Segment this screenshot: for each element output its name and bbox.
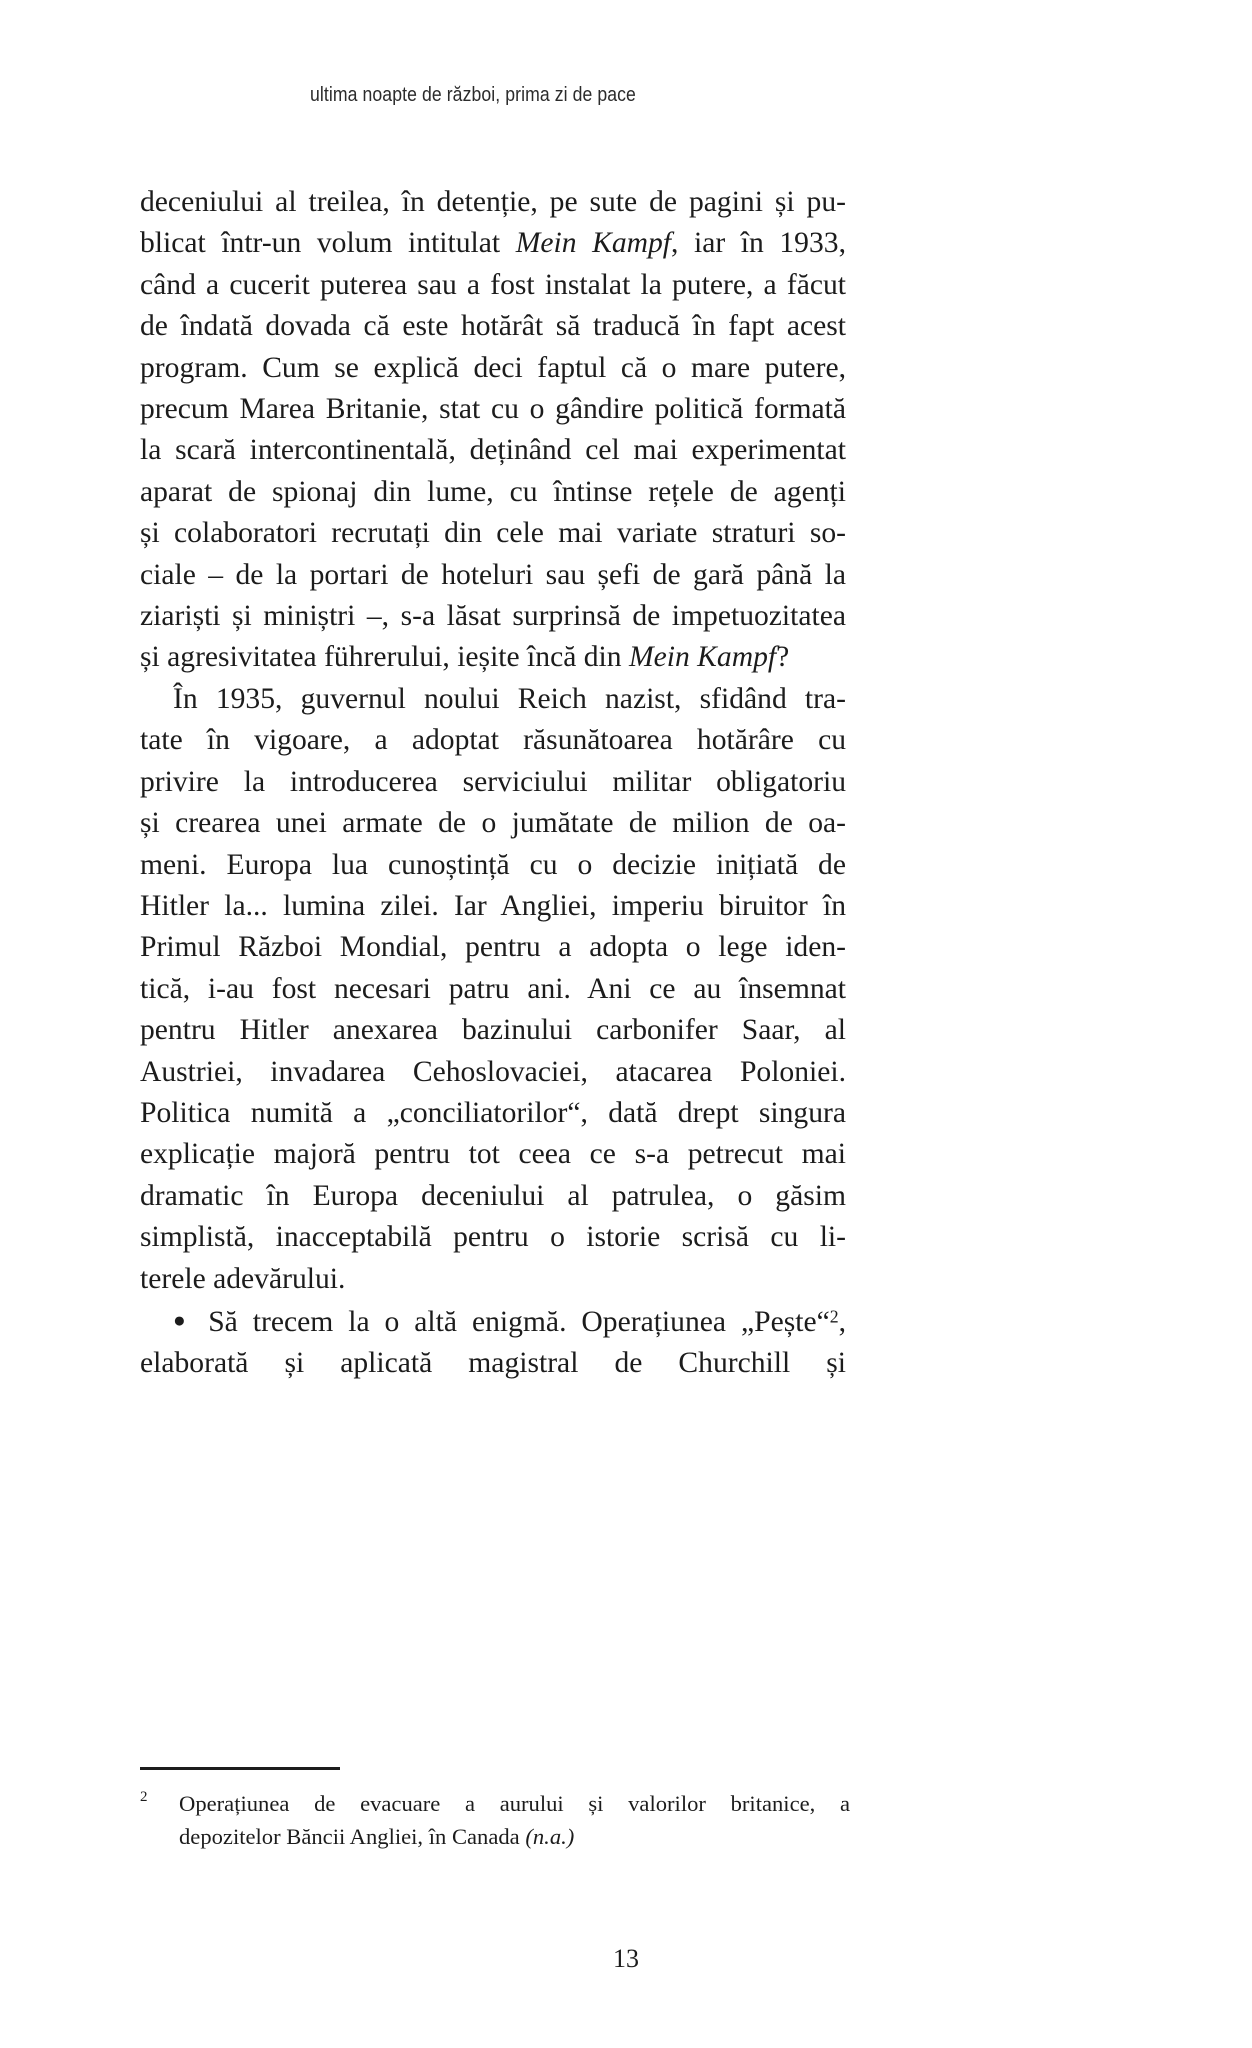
line-text: Operațiunea de evacuare a aurului și valorilor britanice, a [179,1791,850,1816]
line-text: meni. Europa lua cunoștință cu o decizie inițiată de [140,848,846,881]
line-text: și colaboratori recrutați din cele mai variate straturi so- [140,517,846,550]
text-line [140,555,846,596]
text-line [140,1343,846,1384]
line-text: și crearea unei armate de o jumătate de milion de oa- [140,807,846,840]
running-head: ultima noapte de război, prima zi de pace [310,83,636,106]
text-line [140,1217,846,1258]
line-text: simplistă, inacceptabilă pentru o istorie scrisă cu li- [140,1221,846,1254]
line-text: depozitelor Băncii Angliei, în Canada [179,1824,526,1849]
footnote-reference[interactable]: 2 [829,1306,839,1327]
line-text: Să trecem la o altă enigmă. Operațiunea „Pește“ [208,1305,830,1338]
line-text: blicat într-un volum intitulat [140,227,516,260]
footnote-1 [140,1787,850,1853]
text-line [140,679,846,720]
footnote-separator-rule [140,1767,340,1770]
line-text: program. Cum se explică deci faptul că o mare putere, [140,351,846,384]
book-title-italic: Mein Kampf [515,227,672,260]
line-text: tică, i-au fost necesari patru ani. Ani ce au însemnat [140,972,846,1005]
text-line [140,596,846,637]
line-text: Austriei, invadarea Cehoslovaciei, atacarea Poloniei. [140,1055,846,1088]
line-text: În 1935, guvernul noului Reich nazist, sfidând tra- [173,682,846,715]
text-line [140,637,846,678]
line-text: Politica numită a „conciliatorilor“, dată drept singura [140,1096,846,1129]
line-text: , iar în 1933, [671,227,846,260]
footnote-italic-note: (n.a.) [525,1824,575,1849]
text-line [140,927,846,968]
line-text: privire la introducerea serviciului militar obligatoriu [140,765,846,798]
line-text: când a cucerit puterea sau a fost instalat la putere, a făcut [140,268,846,301]
text-line [140,348,846,389]
line-text: deceniului al treilea, în detenție, pe sute de pagini și pu- [140,186,846,218]
paragraph-3 [140,1093,846,1300]
text-line [140,1134,846,1175]
line-text: ciale – de la portari de hoteluri sau șefi de gară până la [140,558,846,591]
page-number: 13 [613,1944,639,1973]
line-text: de îndată dovada că este hotărât să traducă în fapt acest [140,310,846,343]
text-line [140,1010,846,1051]
text-line [140,1176,846,1217]
line-text: Hitler la... lumina zilei. Iar Angliei, imperiu biruitor în [140,889,846,922]
bullet-icon: ● [173,1307,194,1332]
text-line [140,1052,846,1093]
text-line [140,223,846,264]
line-text: ? [776,641,790,674]
text-line [140,1300,846,1343]
text-line [140,430,846,471]
line-text: la scară intercontinentală, deținând cel mai experimentat [140,434,846,467]
line-text: precum Marea Britanie, stat cu o gândire politică formată [140,393,846,426]
text-line [140,265,846,306]
text-line [140,803,846,844]
text-line [140,886,846,927]
body-text-block [140,182,846,1385]
footnote-marker: 2 [140,1789,148,1805]
line-text: ziariști și miniștri –, s-a lăsat surprinsă de impetuozitatea [140,600,846,633]
paragraph-2 [140,679,846,1093]
text-line [140,1259,846,1300]
line-text: , [838,1305,846,1338]
text-line [140,513,846,554]
footnote-area [140,1767,850,1853]
text-line [140,720,846,761]
line-text: aparat de spionaj din lume, cu întinse rețele de agenți [140,475,846,508]
paragraph-1 [140,182,846,679]
line-text: terele adevărului. [140,1262,346,1295]
book-title-italic: Mein Kampf [628,641,777,674]
line-text: Primul Război Mondial, pentru a adopta o lege iden- [140,931,846,964]
text-line [140,389,846,430]
footnote-line [179,1787,850,1820]
line-text: dramatic în Europa deceniului al patrulea, o găsim [140,1179,846,1212]
line-text: explicație majoră pentru tot ceea ce s-a petrecut mai [140,1138,846,1171]
line-text: tate în vigoare, a adoptat răsunătoarea hotărâre cu [140,724,846,757]
text-line [140,182,846,223]
text-line [140,306,846,347]
footnote-line [179,1820,850,1853]
paragraph-4-bulleted [140,1300,846,1385]
text-line [140,472,846,513]
text-line [140,762,846,803]
line-text: elaborată și aplicată magistral de Churchill și [140,1347,846,1380]
text-line [140,845,846,886]
text-line [140,1093,846,1134]
line-text: pentru Hitler anexarea bazinului carbonifer Saar, al [140,1014,846,1047]
line-text: și agresivitatea führerului, ieșite încă din [140,641,629,674]
text-line [140,969,846,1010]
